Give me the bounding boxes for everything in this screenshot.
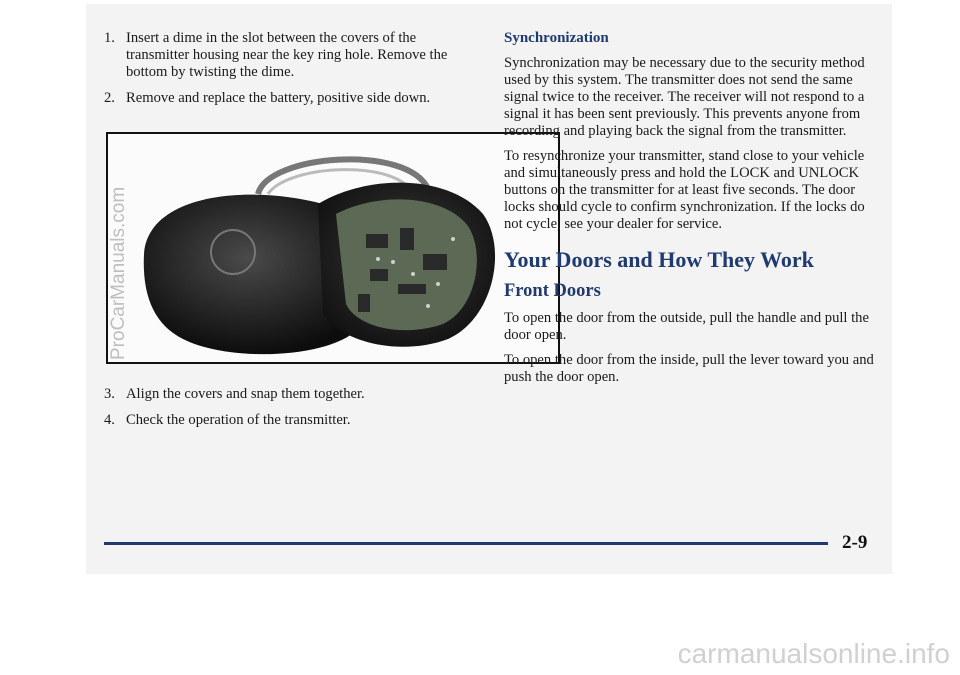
manual-page xyxy=(86,4,892,574)
step-4 xyxy=(104,412,474,429)
side-watermark: ProCarManuals.com xyxy=(108,186,129,360)
step-2 xyxy=(104,90,474,107)
step-3 xyxy=(104,386,474,403)
step-text: Check the operation of the transmitter. xyxy=(126,412,351,428)
step-number: 1. xyxy=(104,30,115,46)
step-text: Remove and replace the battery, positive side down. xyxy=(126,90,431,106)
step-number: 3. xyxy=(104,386,115,402)
front-doors-paragraph-2: To open the door from the inside, pull the lever toward you and push the door open. xyxy=(504,352,874,385)
bottom-watermark: carmanualsonline.info xyxy=(677,638,950,669)
front-doors-paragraph-1: To open the door from the outside, pull the handle and pull the door open. xyxy=(504,310,869,343)
step-number: 4. xyxy=(104,412,115,428)
page-number: 2-9 xyxy=(842,532,868,553)
transmitter-photo xyxy=(106,132,560,364)
footer-rule xyxy=(104,542,828,545)
step-text: Insert a dime in the slot between the covers of the transmitter housing near the key ring hole. Remove the bottom by twisting the dime. xyxy=(126,30,448,80)
transmitter-illustration xyxy=(108,134,558,362)
front-doors-heading: Front Doors xyxy=(504,281,601,301)
synchronization-heading: Synchronization xyxy=(504,30,609,46)
right-column xyxy=(504,30,876,394)
steps-bottom xyxy=(104,386,474,438)
step-number: 2. xyxy=(104,90,115,106)
step-1 xyxy=(104,30,474,81)
doors-heading: Your Doors and How They Work xyxy=(504,247,814,272)
steps-top xyxy=(104,30,474,116)
sync-paragraph-1: Synchronization may be necessary due to the security method used by this system. The transmitter does not send the same signal twice to the receiver. The receiver will not respond to a signal it has been sent previously. This prevents anyone from recording and playing back the signal from the transmitter. xyxy=(504,55,865,139)
step-text: Align the covers and snap them together. xyxy=(126,386,365,402)
sync-paragraph-2: To resynchronize your transmitter, stand close to your vehicle and simultaneously press and hold the LOCK and UNLOCK buttons on the transmitter for at least five seconds. The door locks should cycle to confirm synchronization. If the locks do not cycle, see your dealer for service. xyxy=(504,148,865,232)
